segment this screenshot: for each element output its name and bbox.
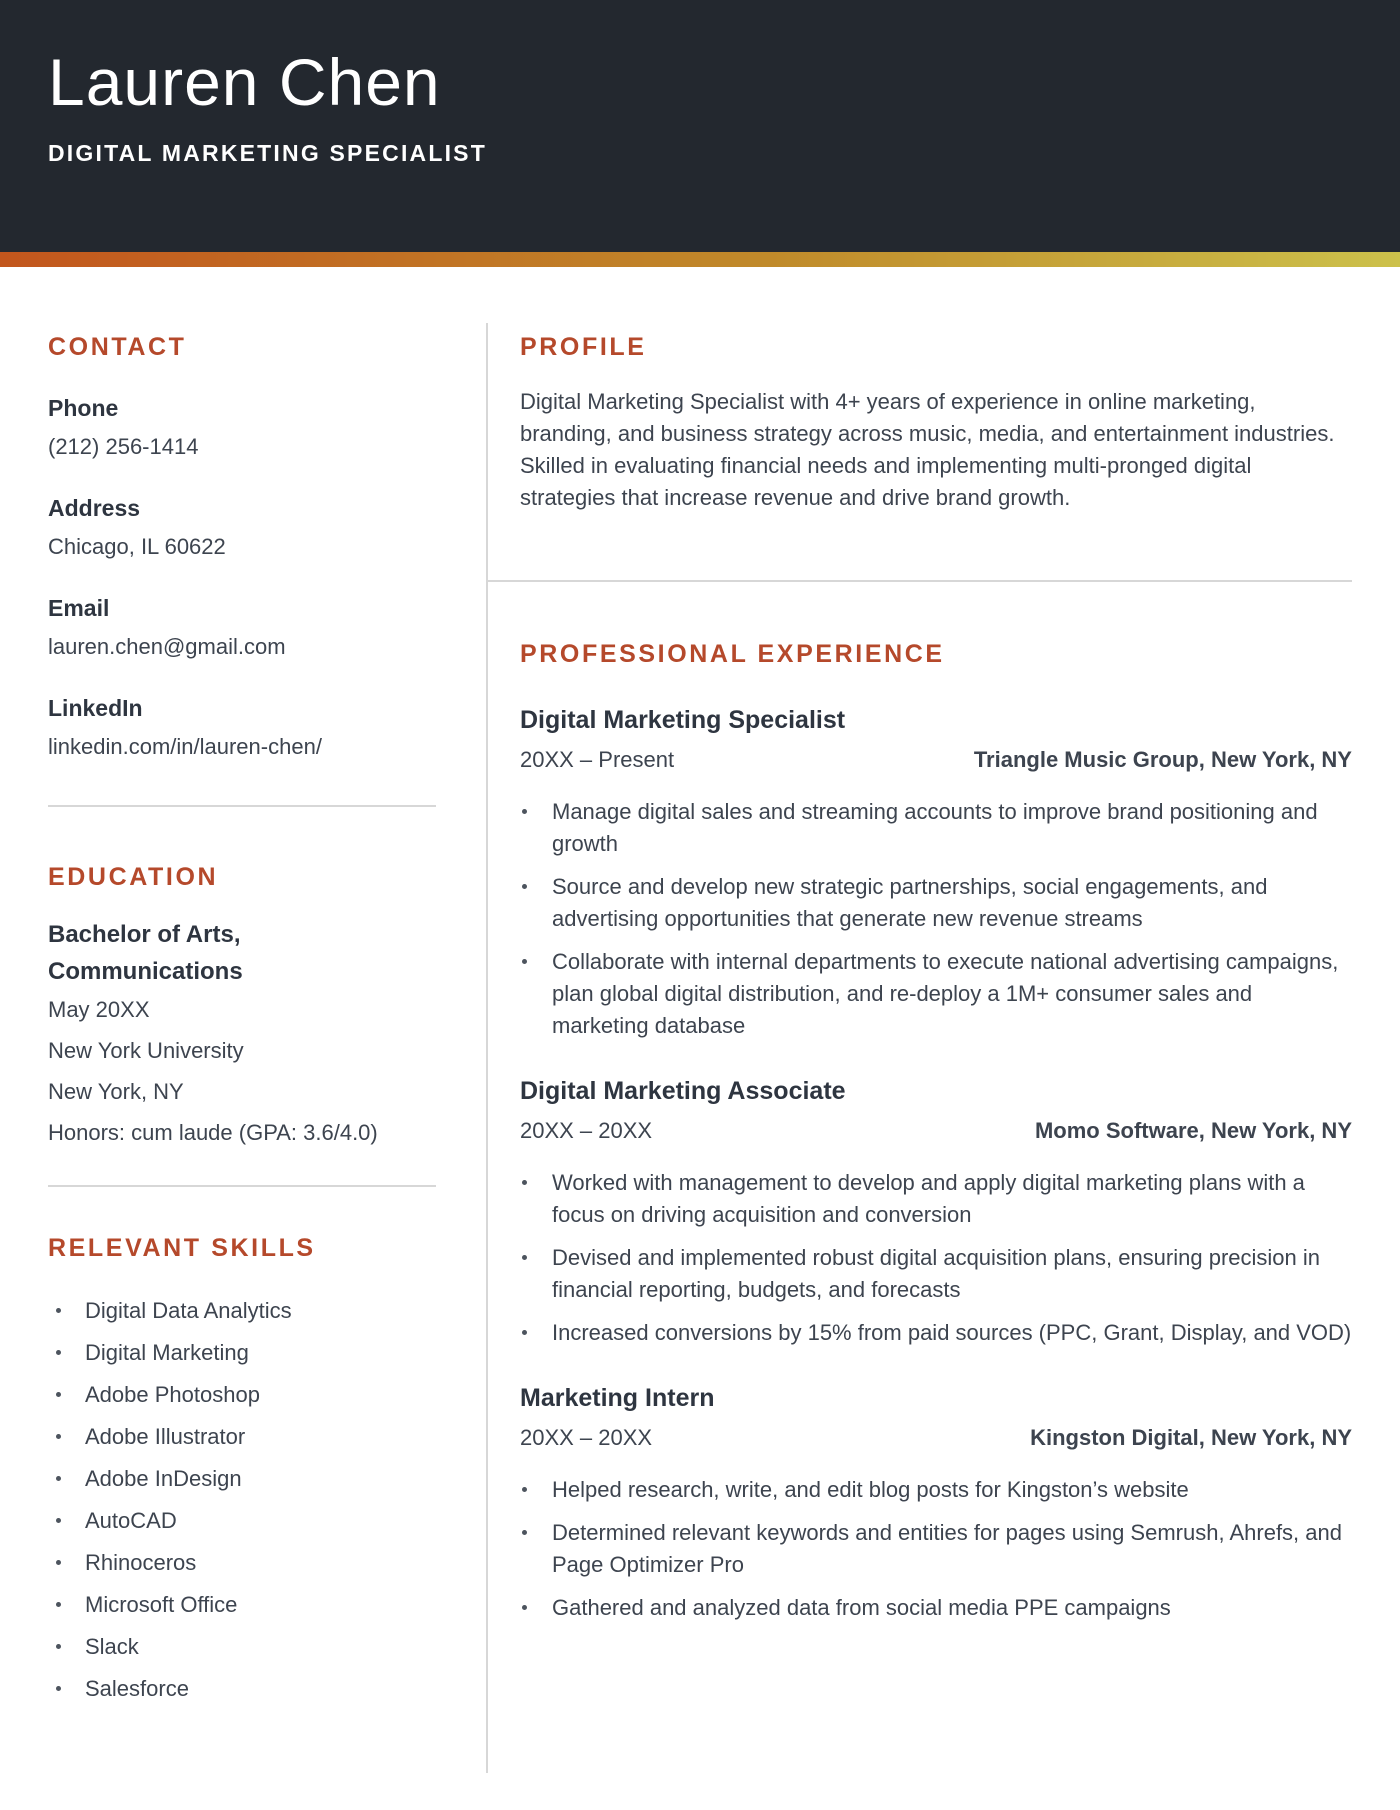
- experience-heading: PROFESSIONAL EXPERIENCE: [520, 640, 945, 668]
- education-degree: Bachelor of Arts, Communications: [48, 921, 243, 985]
- skills-list: [48, 1297, 436, 1703]
- main-column: [488, 323, 1352, 1635]
- job-title: Digital Marketing Specialist: [520, 706, 846, 734]
- job-meta: [520, 1423, 1352, 1453]
- sidebar-divider: [48, 1185, 436, 1187]
- education-date: May 20XX: [48, 997, 150, 1022]
- job-meta: [520, 745, 1352, 775]
- candidate-title: DIGITAL MARKETING SPECIALIST: [48, 140, 487, 166]
- sidebar: [48, 323, 488, 1773]
- skill-item: Adobe Illustrator: [48, 1423, 436, 1451]
- skill-item: Slack: [48, 1633, 436, 1661]
- job-bullet: Devised and implemented robust digital acquisition plans, ensuring precision in financial reporting, budgets, and forecasts: [520, 1242, 1352, 1306]
- contact-label: LinkedIn: [48, 695, 143, 721]
- content-area: [0, 323, 1400, 1773]
- sidebar-divider: [48, 805, 436, 807]
- job-entry: [520, 1075, 1352, 1349]
- job-entry: [520, 1382, 1352, 1624]
- skills-heading: RELEVANT SKILLS: [48, 1234, 316, 1262]
- job-dates: 20XX – Present: [520, 747, 675, 772]
- contact-list: [48, 394, 436, 761]
- job-bullet: Determined relevant keywords and entities for pages using Semrush, Ahrefs, and Page Optimizer Pro: [520, 1517, 1352, 1581]
- skill-item: Adobe Photoshop: [48, 1381, 436, 1409]
- skill-item: Salesforce: [48, 1675, 436, 1703]
- contact-value: lauren.chen@gmail.com: [48, 634, 286, 659]
- education-school: New York University: [48, 1038, 244, 1063]
- contact-value: (212) 256-1414: [48, 434, 199, 459]
- header: [0, 0, 1400, 252]
- contact-item: [48, 394, 436, 461]
- candidate-name: Lauren Chen: [48, 45, 441, 119]
- profile-heading: PROFILE: [520, 333, 647, 361]
- job-dates: 20XX – 20XX: [520, 1425, 653, 1450]
- skill-item: Rhinoceros: [48, 1549, 436, 1577]
- job-bullet: Increased conversions by 15% from paid sources (PPC, Grant, Display, and VOD): [520, 1317, 1352, 1349]
- education-honors: Honors: cum laude (GPA: 3.6/4.0): [48, 1120, 378, 1145]
- education-location: New York, NY: [48, 1079, 184, 1104]
- job-title: Digital Marketing Associate: [520, 1077, 846, 1105]
- job-title: Marketing Intern: [520, 1384, 715, 1412]
- profile-section: [520, 331, 1352, 514]
- skill-item: Digital Marketing: [48, 1339, 436, 1367]
- education-details: [48, 996, 436, 1106]
- contact-item: [48, 594, 436, 661]
- job-bullet: Gathered and analyzed data from social media PPE campaigns: [520, 1592, 1352, 1624]
- skill-item: Digital Data Analytics: [48, 1297, 436, 1325]
- job-bullet: Collaborate with internal departments to execute national advertising campaigns, plan global digital distribution, and re-deploy a 1M+ consumer sales and marketing database: [520, 946, 1352, 1042]
- job-bullet: Source and develop new strategic partnerships, social engagements, and advertising opportunities that generate new revenue streams: [520, 871, 1352, 935]
- contact-label: Phone: [48, 395, 119, 421]
- main-divider: [488, 580, 1352, 582]
- contact-item: [48, 494, 436, 561]
- contact-label: Email: [48, 595, 110, 621]
- job-company: Kingston Digital, New York, NY: [1030, 1425, 1352, 1450]
- job-entry: [520, 704, 1352, 1042]
- contact-value: Chicago, IL 60622: [48, 534, 226, 559]
- job-bullets: [520, 796, 1352, 1042]
- job-bullet: Helped research, write, and edit blog posts for Kingston’s website: [520, 1474, 1352, 1506]
- skill-item: AutoCAD: [48, 1507, 436, 1535]
- job-bullet: Manage digital sales and streaming accounts to improve brand positioning and growth: [520, 796, 1352, 860]
- job-company: Triangle Music Group, New York, NY: [973, 747, 1352, 772]
- profile-text: Digital Marketing Specialist with 4+ years of experience in online marketing, branding, and business strategy across music, media, and entertainment industries. Skilled in evaluating financial needs and implementing multi-pronged digital strategies that increase revenue and drive brand growth.: [520, 389, 1335, 510]
- job-bullets: [520, 1167, 1352, 1349]
- contact-item: [48, 694, 436, 761]
- job-meta: [520, 1116, 1352, 1146]
- education-heading: EDUCATION: [48, 863, 219, 891]
- job-dates: 20XX – 20XX: [520, 1118, 653, 1143]
- job-bullets: [520, 1474, 1352, 1624]
- job-bullet: Worked with management to develop and apply digital marketing plans with a focus on driving acquisition and conversion: [520, 1167, 1352, 1231]
- accent-gradient-bar: [0, 252, 1400, 267]
- skill-item: Adobe InDesign: [48, 1465, 436, 1493]
- contact-label: Address: [48, 495, 141, 521]
- contact-heading: CONTACT: [48, 333, 187, 361]
- experience-list: [520, 704, 1352, 1624]
- contact-value: linkedin.com/in/lauren-chen/: [48, 734, 322, 759]
- skill-item: Microsoft Office: [48, 1591, 436, 1619]
- job-company: Momo Software, New York, NY: [1034, 1118, 1352, 1143]
